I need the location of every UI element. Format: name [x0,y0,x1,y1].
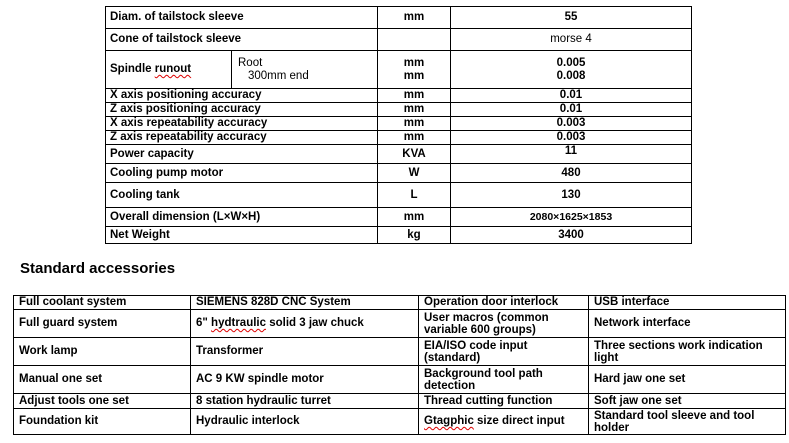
spec-value: 0.003 [451,117,692,131]
spec-sub-labels [232,51,378,89]
table-cell: Full coolant system [14,296,191,310]
spec-unit: KVA [378,145,451,164]
spec-value: 130 [451,183,692,208]
table-cell: Gtagphic size direct input [419,409,589,435]
table-cell: Operation door interlock [419,296,589,310]
spec-label: Spindle runout [106,51,232,89]
spec-value: 480 [451,164,692,183]
accessories-title: Standard accessories [20,260,176,277]
spec-label: Net Weight [106,227,378,244]
table-cell: 8 station hydraulic turret [191,394,419,409]
spec-unit: mm [378,117,451,131]
spec-unit [378,29,451,51]
spec-value: 2080×1625×1853 [451,208,692,227]
spec-label: Cone of tailstock sleeve [106,29,378,51]
table-cell: Hard jaw one set [589,366,786,394]
table-cell: SIEMENS 828D CNC System [191,296,419,310]
table-row [14,296,786,310]
spec-value: morse 4 [451,29,692,51]
spec-row [106,227,692,244]
table-cell: Network interface [589,310,786,338]
table-cell: Soft jaw one set [589,394,786,409]
spec-row [106,103,692,117]
table-cell: Standard tool sleeve and tool holder [589,409,786,435]
table-row [14,310,786,338]
spec-label: Diam. of tailstock sleeve [106,7,378,29]
spec-row [106,183,692,208]
spec-unit: W [378,164,451,183]
spec-unit: mm [378,89,451,103]
spec-values [451,51,692,89]
spec-value: 0.005 [556,56,586,69]
spec-unit: L [378,183,451,208]
spec-label: X axis repeatability accuracy [106,117,378,131]
table-row [14,394,786,409]
spec-row [106,145,692,164]
spec-row [106,164,692,183]
spec-value: 0.008 [556,69,586,82]
spec-unit: mm [378,131,451,145]
spec-label: Power capacity [106,145,378,164]
spec-row [106,208,692,227]
table-row [14,338,786,366]
spec-unit: mm [403,69,425,82]
spec-units [378,51,451,89]
table-cell: Foundation kit [14,409,191,435]
accessories-table [13,295,786,435]
spec-sub-label: Root [238,56,263,69]
spec-value: 0.003 [451,131,692,145]
table-cell: Thread cutting function [419,394,589,409]
table-cell: EIA/ISO code input (standard) [419,338,589,366]
table-cell: Full guard system [14,310,191,338]
spec-row [106,29,692,51]
spec-row [106,7,692,29]
spec-value: 0.01 [451,89,692,103]
spec-row [106,117,692,131]
spec-unit: kg [378,227,451,244]
spec-row [106,131,692,145]
spec-value: 11 [451,145,692,164]
spec-unit: mm [378,208,451,227]
table-cell: Work lamp [14,338,191,366]
spec-label: Z axis repeatability accuracy [106,131,378,145]
spec-unit: mm [378,7,451,29]
spec-unit: mm [403,56,425,69]
table-cell: Hydraulic interlock [191,409,419,435]
table-row [14,366,786,394]
spec-label: Z axis positioning accuracy [106,103,378,117]
spec-label: Cooling pump motor [106,164,378,183]
table-row [14,409,786,435]
spec-table [105,6,692,244]
table-cell: Transformer [191,338,419,366]
spec-label: X axis positioning accuracy [106,89,378,103]
table-cell: 6" hydtraulic solid 3 jaw chuck [191,310,419,338]
spec-unit: mm [378,103,451,117]
spec-value: 55 [451,7,692,29]
table-cell: User macros (common variable 600 groups) [419,310,589,338]
table-cell: Three sections work indication light [589,338,786,366]
spec-value: 3400 [451,227,692,244]
spec-value: 0.01 [451,103,692,117]
spec-row [106,51,692,89]
spec-sub-label: 300mm end [248,69,309,82]
spec-row [106,89,692,103]
table-cell: AC 9 KW spindle motor [191,366,419,394]
table-cell: Background tool path detection [419,366,589,394]
table-cell: Adjust tools one set [14,394,191,409]
spec-label: Overall dimension (L×W×H) [106,208,378,227]
spec-label: Cooling tank [106,183,378,208]
table-cell: USB interface [589,296,786,310]
table-cell: Manual one set [14,366,191,394]
